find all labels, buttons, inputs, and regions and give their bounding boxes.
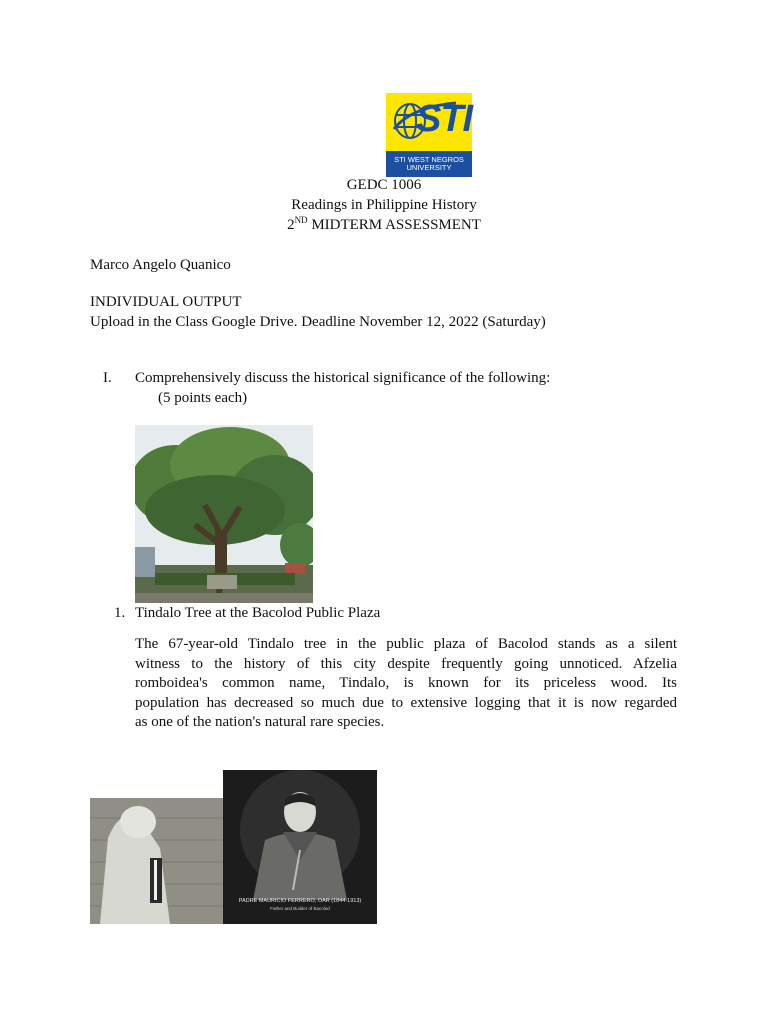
paragraph-line: witness to the history of this city despite frequently going unnoticed. Afzelia bbox=[135, 655, 677, 672]
output-type: INDIVIDUAL OUTPUT bbox=[90, 294, 242, 310]
item-number: 1. bbox=[114, 605, 126, 621]
statue-photo bbox=[90, 798, 224, 924]
instructions: Upload in the Class Google Drive. Deadline November 12, 2022 (Saturday) bbox=[90, 314, 546, 330]
paragraph-line: The 67-year-old Tindalo tree in the public plaza of Bacolod stands as a silent bbox=[135, 636, 677, 652]
section-numeral: I. bbox=[103, 370, 112, 386]
padre-portrait-photo bbox=[223, 770, 377, 924]
logo-wordmark: STI bbox=[416, 98, 473, 140]
assessment-label: MIDTERM ASSESSMENT bbox=[307, 217, 481, 233]
assessment-ordinal: ND bbox=[294, 215, 308, 225]
assessment-number: 2 bbox=[287, 217, 295, 233]
section-prompt: Comprehensively discuss the historical significance of the following: bbox=[135, 370, 551, 386]
logo-subtitle-line1: STI WEST NEGROS bbox=[394, 155, 464, 164]
logo-yellow-panel bbox=[386, 93, 472, 151]
assessment-title bbox=[0, 216, 768, 235]
course-code: GEDC 1006 bbox=[346, 177, 422, 193]
logo-subtitle-line2: UNIVERSITY bbox=[406, 163, 452, 172]
paragraph-line: as one of the nation's natural rare species. bbox=[135, 714, 385, 731]
student-name: Marco Angelo Quanico bbox=[90, 257, 231, 273]
sti-logo bbox=[386, 93, 472, 177]
logo-blue-panel bbox=[386, 151, 472, 177]
portrait-caption-title: PADRE MAURICIO FERRERO, OAR (1844-1913) bbox=[238, 898, 362, 904]
portrait-caption-subtitle: Father and Builder of Bacolod bbox=[270, 906, 330, 911]
tindalo-tree-photo bbox=[135, 425, 313, 603]
course-title: Readings in Philippine History bbox=[291, 197, 477, 213]
item-title: Tindalo Tree at the Bacolod Public Plaza bbox=[135, 605, 381, 621]
paragraph-line: romboidea's common name, Tindalo, is known for its priceless wood. Its bbox=[135, 675, 677, 692]
paragraph-line: population has decreased so much due to extensive logging that it is now regarded bbox=[135, 694, 677, 711]
section-points: (5 points each) bbox=[158, 390, 248, 406]
item-paragraph bbox=[135, 635, 677, 733]
